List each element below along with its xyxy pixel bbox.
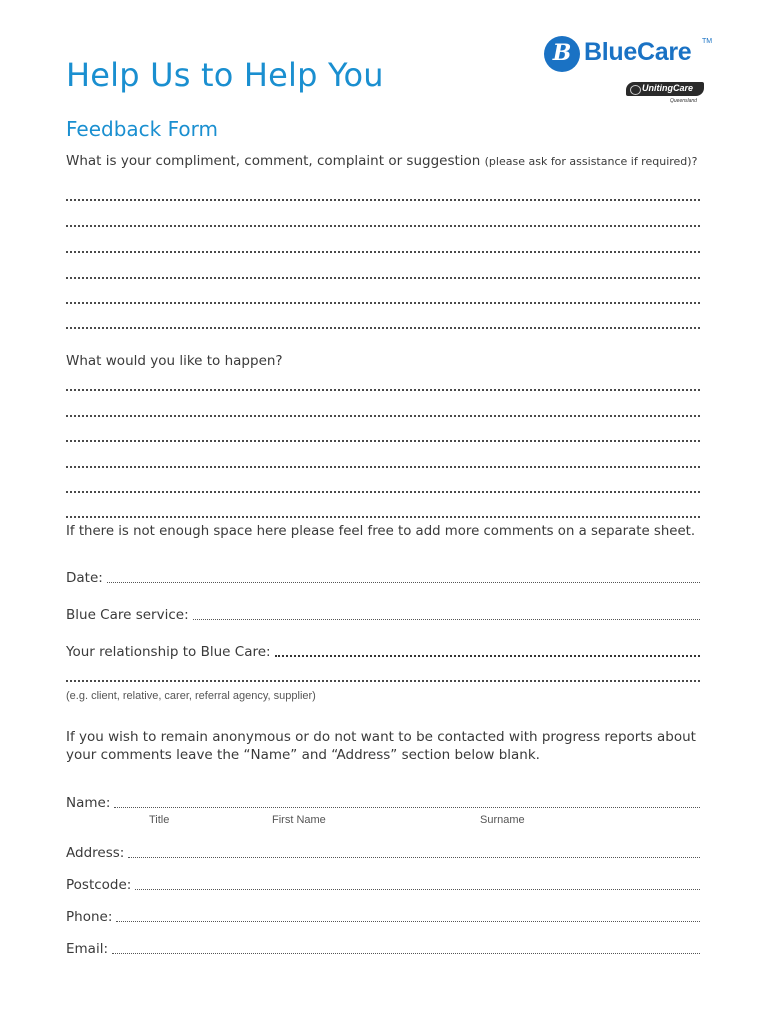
unitingcare-logo: UnitingCare (626, 82, 704, 96)
service-label: Blue Care service: (66, 607, 189, 623)
name-label: Name: (66, 795, 111, 811)
name-part-title: Title (149, 814, 170, 826)
outcome-line[interactable] (66, 466, 700, 468)
address-input-line[interactable] (128, 856, 700, 858)
outcome-line[interactable] (66, 389, 700, 391)
bluecare-wordmark: BlueCare (584, 38, 692, 66)
relationship-line-2[interactable] (66, 680, 700, 682)
page-title: Help Us to Help You (66, 56, 384, 94)
unitingcare-region: Queensland (670, 98, 697, 104)
relationship-label: Your relationship to Blue Care: (66, 644, 271, 660)
phone-field[interactable] (66, 909, 700, 925)
service-field[interactable] (66, 607, 700, 623)
feedback-line[interactable] (66, 277, 700, 279)
email-field[interactable] (66, 941, 700, 957)
anonymous-note: If you wish to remain anonymous or do not want to be contacted with progress reports about your comments leave the “Name” and “Address” section below blank. (66, 729, 696, 763)
date-field[interactable] (66, 570, 700, 586)
name-part-first: First Name (272, 814, 326, 826)
question-feedback: What is your compliment, comment, complaint or suggestion (please ask for assistance if required)? (66, 153, 698, 169)
relationship-field[interactable] (66, 644, 700, 660)
outcome-line[interactable] (66, 440, 700, 442)
unitingcare-emblem-icon (630, 85, 641, 95)
feedback-line[interactable] (66, 251, 700, 253)
address-field[interactable] (66, 845, 700, 861)
address-label: Address: (66, 845, 125, 861)
phone-label: Phone: (66, 909, 113, 925)
date-input-line[interactable] (107, 581, 700, 583)
name-input-line[interactable] (114, 806, 700, 808)
outcome-line[interactable] (66, 415, 700, 417)
service-input-line[interactable] (193, 618, 700, 620)
phone-input-line[interactable] (116, 920, 700, 922)
email-label: Email: (66, 941, 109, 957)
feedback-line[interactable] (66, 327, 700, 329)
postcode-input-line[interactable] (135, 888, 700, 890)
bluecare-logo (544, 34, 714, 124)
question-outcome: What would you like to happen? (66, 353, 283, 369)
feedback-line[interactable] (66, 302, 700, 304)
relationship-input-line[interactable] (275, 654, 700, 657)
bluecare-mark-icon: B (544, 36, 580, 72)
extra-space-note: If there is not enough space here please feel free to add more comments on a separate sheet. (66, 524, 696, 539)
form-subtitle: Feedback Form (66, 117, 218, 141)
outcome-line[interactable] (66, 491, 700, 493)
relationship-hint: (e.g. client, relative, carer, referral agency, supplier) (66, 690, 316, 702)
name-field[interactable] (66, 795, 700, 811)
feedback-line[interactable] (66, 225, 700, 227)
name-part-surname: Surname (480, 814, 525, 826)
email-input-line[interactable] (112, 952, 700, 954)
trademark-symbol: TM (702, 38, 713, 45)
outcome-line[interactable] (66, 516, 700, 518)
date-label: Date: (66, 570, 103, 586)
postcode-label: Postcode: (66, 877, 132, 893)
postcode-field[interactable] (66, 877, 700, 893)
feedback-line[interactable] (66, 199, 700, 201)
